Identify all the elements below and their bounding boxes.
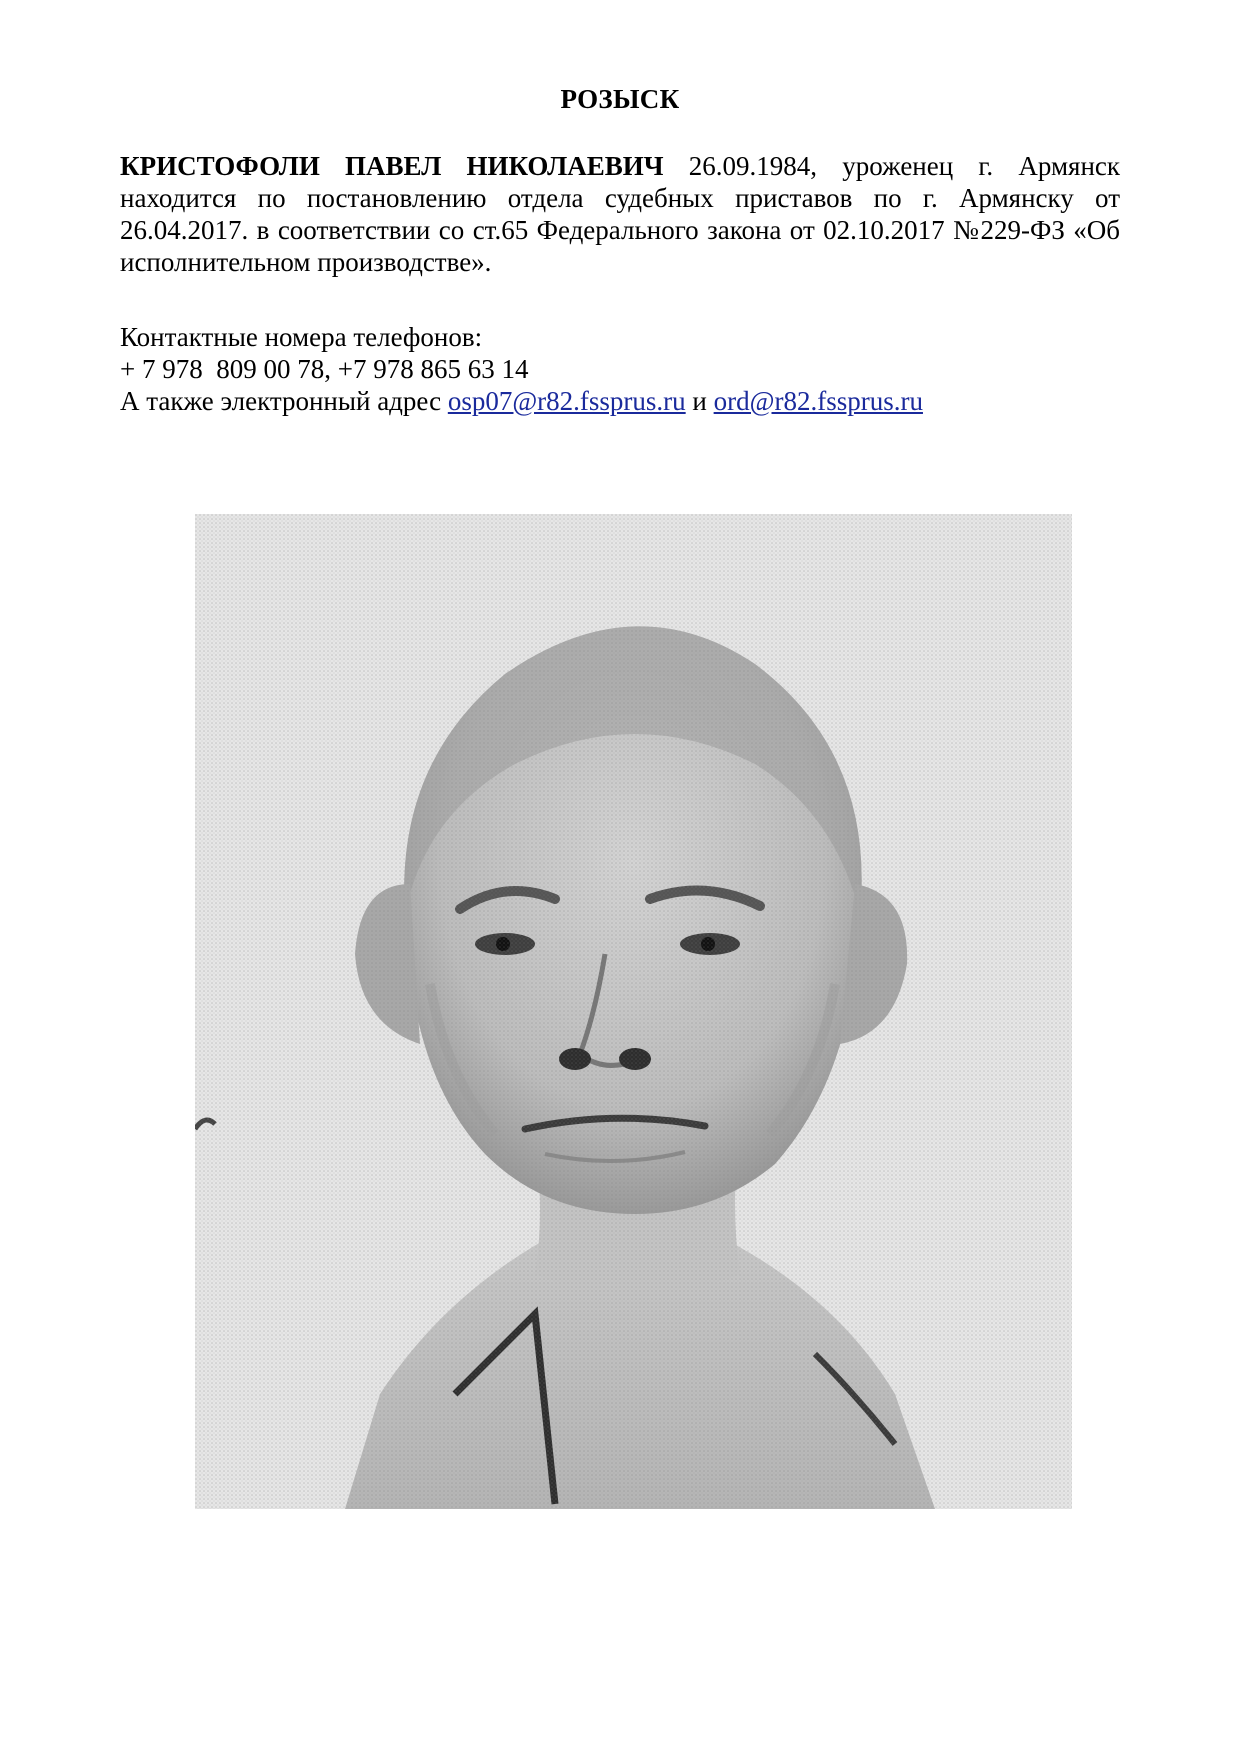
wanted-person-photo	[195, 514, 1072, 1509]
wanted-person-name: КРИСТОФОЛИ ПАВЕЛ НИКОЛАЕВИЧ	[120, 151, 664, 181]
contacts-block	[120, 321, 1120, 417]
email-link-ord[interactable]: ord@r82.fssprus.ru	[713, 386, 923, 416]
contacts-heading: Контактные номера телефонов:	[120, 322, 483, 352]
email-joiner: и	[685, 386, 714, 416]
email-prefix: А также электронный адрес	[120, 386, 448, 416]
notice-text: 26.09.1984, уроженец г. Армянск находится по постановлению отдела судебных приставов по г. Армянску от 26.04.2017. в соответствии со ст.65 Федерального закона от 02.10.2017 №229-ФЗ «Об исполнительном производстве».	[120, 151, 1120, 277]
contact-phones: + 7 978 809 00 78, +7 978 865 63 14	[120, 354, 529, 384]
page-title: РОЗЫСК	[560, 84, 680, 114]
contact-emails-line	[120, 385, 1120, 417]
email-link-osp07[interactable]: osp07@r82.fssprus.ru	[447, 386, 686, 416]
notice-paragraph	[120, 150, 1120, 278]
